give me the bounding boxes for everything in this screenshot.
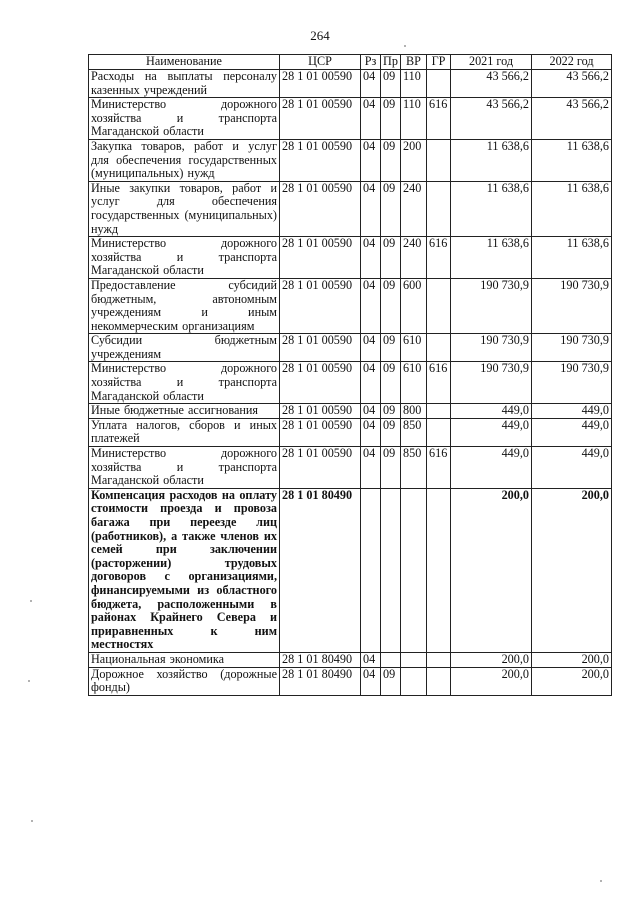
- cell-y2021: 11 638,6: [451, 237, 532, 279]
- cell-csr: 28 1 01 00590: [280, 418, 361, 446]
- cell-vr: 110: [401, 70, 427, 98]
- cell-csr: 28 1 01 80490: [280, 488, 361, 652]
- cell-y2021: 43 566,2: [451, 70, 532, 98]
- cell-rz: 04: [361, 181, 381, 236]
- cell-y2022: 449,0: [532, 418, 612, 446]
- cell-csr: 28 1 01 00590: [280, 447, 361, 489]
- cell-vr: 850: [401, 447, 427, 489]
- cell-rz: 04: [361, 418, 381, 446]
- cell-name: Министерство дорожного хозяйства и транспорта Магаданской области: [89, 98, 280, 140]
- cell-y2021: 449,0: [451, 447, 532, 489]
- cell-gr: [427, 667, 451, 695]
- cell-y2021: 449,0: [451, 418, 532, 446]
- cell-y2022: 11 638,6: [532, 139, 612, 181]
- header-pr: Пр: [381, 55, 401, 70]
- cell-name: Уплата налогов, сборов и иных платежей: [89, 418, 280, 446]
- cell-csr: 28 1 01 00590: [280, 98, 361, 140]
- cell-csr: 28 1 01 80490: [280, 652, 361, 667]
- cell-vr: [401, 667, 427, 695]
- cell-y2022: 43 566,2: [532, 70, 612, 98]
- cell-pr: 09: [381, 278, 401, 333]
- table-row: [89, 418, 612, 446]
- cell-name: Закупка товаров, работ и услуг для обеспечения государственных (муниципальных) нужд: [89, 139, 280, 181]
- cell-y2022: 190 730,9: [532, 334, 612, 362]
- cell-vr: [401, 488, 427, 652]
- cell-y2021: 190 730,9: [451, 362, 532, 404]
- cell-rz: 04: [361, 404, 381, 419]
- cell-pr: 09: [381, 404, 401, 419]
- cell-pr: 09: [381, 667, 401, 695]
- header-rz: Рз: [361, 55, 381, 70]
- header-2021: 2021 год: [451, 55, 532, 70]
- header-vr: ВР: [401, 55, 427, 70]
- cell-gr: [427, 334, 451, 362]
- cell-vr: 200: [401, 139, 427, 181]
- cell-rz: 04: [361, 278, 381, 333]
- table-row: [89, 237, 612, 279]
- cell-gr: 616: [427, 447, 451, 489]
- cell-y2022: 200,0: [532, 488, 612, 652]
- cell-pr: [381, 488, 401, 652]
- table-row: [89, 139, 612, 181]
- table-row: [89, 362, 612, 404]
- cell-vr: 110: [401, 98, 427, 140]
- cell-pr: 09: [381, 98, 401, 140]
- cell-y2022: 11 638,6: [532, 181, 612, 236]
- cell-name: Субсидии бюджетным учреждениям: [89, 334, 280, 362]
- header-2022: 2022 год: [532, 55, 612, 70]
- cell-name: Компенсация расходов на оплату стоимости проезда и провоза багажа при переезде лиц (работников), а также членов их семей при заключении (расторжении) трудовых договоров с организациями, финансируемыми из областного бюджета, расположенными в районах Крайнего Севера и приравненных к ним местностях: [89, 488, 280, 652]
- cell-y2021: 200,0: [451, 667, 532, 695]
- cell-csr: 28 1 01 00590: [280, 334, 361, 362]
- cell-pr: 09: [381, 237, 401, 279]
- cell-csr: 28 1 01 00590: [280, 237, 361, 279]
- cell-vr: 600: [401, 278, 427, 333]
- table-row: [89, 98, 612, 140]
- scan-speck: [28, 680, 30, 682]
- cell-name: Предоставление субсидий бюджетным, автономным учреждениям и иным некоммерческим организациям: [89, 278, 280, 333]
- cell-y2022: 43 566,2: [532, 98, 612, 140]
- table-row: [89, 447, 612, 489]
- table-header-row: [89, 55, 612, 70]
- table-body: [89, 70, 612, 696]
- cell-rz: 04: [361, 70, 381, 98]
- cell-gr: [427, 181, 451, 236]
- cell-y2022: 449,0: [532, 447, 612, 489]
- cell-rz: 04: [361, 237, 381, 279]
- cell-rz: 04: [361, 667, 381, 695]
- cell-rz: 04: [361, 652, 381, 667]
- cell-vr: [401, 652, 427, 667]
- cell-y2021: 190 730,9: [451, 334, 532, 362]
- scan-speck: [404, 45, 406, 47]
- cell-csr: 28 1 01 00590: [280, 362, 361, 404]
- cell-pr: [381, 652, 401, 667]
- cell-rz: 04: [361, 98, 381, 140]
- cell-y2021: 190 730,9: [451, 278, 532, 333]
- cell-pr: 09: [381, 181, 401, 236]
- cell-gr: 616: [427, 237, 451, 279]
- cell-y2021: 43 566,2: [451, 98, 532, 140]
- cell-gr: [427, 404, 451, 419]
- cell-y2022: 200,0: [532, 652, 612, 667]
- table-row: [89, 70, 612, 98]
- cell-y2022: 200,0: [532, 667, 612, 695]
- cell-pr: 09: [381, 418, 401, 446]
- cell-pr: 09: [381, 447, 401, 489]
- cell-y2022: 449,0: [532, 404, 612, 419]
- cell-name: Министерство дорожного хозяйства и транспорта Магаданской области: [89, 237, 280, 279]
- cell-y2022: 190 730,9: [532, 278, 612, 333]
- budget-table: [88, 54, 612, 696]
- cell-gr: 616: [427, 362, 451, 404]
- scan-speck: [31, 820, 33, 822]
- table-row: [89, 181, 612, 236]
- cell-gr: 616: [427, 98, 451, 140]
- cell-rz: 04: [361, 139, 381, 181]
- cell-y2021: 11 638,6: [451, 181, 532, 236]
- table-row: [89, 404, 612, 419]
- cell-gr: [427, 652, 451, 667]
- cell-y2021: 200,0: [451, 652, 532, 667]
- cell-gr: [427, 70, 451, 98]
- header-csr: ЦСР: [280, 55, 361, 70]
- cell-rz: 04: [361, 362, 381, 404]
- cell-gr: [427, 278, 451, 333]
- cell-y2021: 200,0: [451, 488, 532, 652]
- cell-pr: 09: [381, 70, 401, 98]
- header-gr: ГР: [427, 55, 451, 70]
- cell-csr: 28 1 01 00590: [280, 278, 361, 333]
- cell-gr: [427, 418, 451, 446]
- cell-gr: [427, 488, 451, 652]
- cell-y2022: 190 730,9: [532, 362, 612, 404]
- cell-name: Расходы на выплаты персоналу казенных учреждений: [89, 70, 280, 98]
- cell-vr: 800: [401, 404, 427, 419]
- table-row: [89, 334, 612, 362]
- cell-y2021: 449,0: [451, 404, 532, 419]
- cell-csr: 28 1 01 00590: [280, 139, 361, 181]
- cell-pr: 09: [381, 334, 401, 362]
- header-name: Наименование: [89, 55, 280, 70]
- table-row: [89, 652, 612, 667]
- cell-gr: [427, 139, 451, 181]
- cell-name: Министерство дорожного хозяйства и транспорта Магаданской области: [89, 447, 280, 489]
- cell-vr: 240: [401, 237, 427, 279]
- cell-vr: 850: [401, 418, 427, 446]
- cell-pr: 09: [381, 362, 401, 404]
- cell-rz: 04: [361, 447, 381, 489]
- table-row: [89, 278, 612, 333]
- cell-y2021: 11 638,6: [451, 139, 532, 181]
- cell-pr: 09: [381, 139, 401, 181]
- cell-name: Иные бюджетные ассигнования: [89, 404, 280, 419]
- cell-y2022: 11 638,6: [532, 237, 612, 279]
- cell-name: Министерство дорожного хозяйства и транспорта Магаданской области: [89, 362, 280, 404]
- cell-name: Национальная экономика: [89, 652, 280, 667]
- cell-name: Дорожное хозяйство (дорожные фонды): [89, 667, 280, 695]
- cell-rz: [361, 488, 381, 652]
- cell-csr: 28 1 01 00590: [280, 70, 361, 98]
- scan-speck: [30, 600, 32, 602]
- page-number: 264: [310, 28, 330, 43]
- cell-vr: 240: [401, 181, 427, 236]
- cell-csr: 28 1 01 00590: [280, 404, 361, 419]
- cell-vr: 610: [401, 362, 427, 404]
- table-row: [89, 488, 612, 652]
- table-row: [89, 667, 612, 695]
- scan-speck: [600, 880, 602, 882]
- cell-rz: 04: [361, 334, 381, 362]
- cell-name: Иные закупки товаров, работ и услуг для обеспечения государственных (муниципальных) нужд: [89, 181, 280, 236]
- cell-csr: 28 1 01 80490: [280, 667, 361, 695]
- cell-csr: 28 1 01 00590: [280, 181, 361, 236]
- cell-vr: 610: [401, 334, 427, 362]
